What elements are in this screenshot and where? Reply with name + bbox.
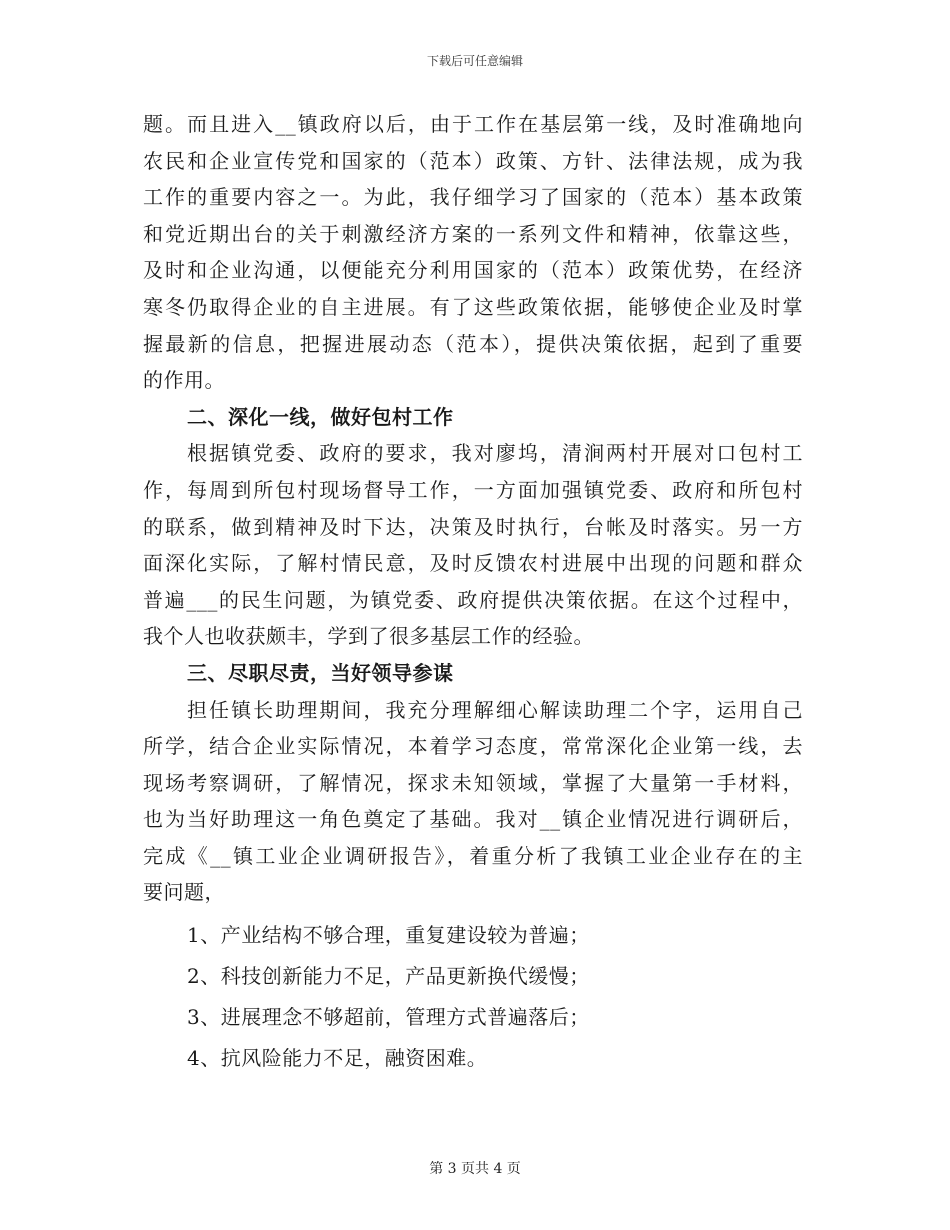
document-body: [143, 106, 803, 1079]
text-line: 担任镇长助理期间，我充分理解细心解读助理二个字，运用自己: [187, 697, 803, 722]
list-item: 4、抗风险能力不足，融资困难。: [187, 1046, 488, 1071]
list-item: 3、进展理念不够超前，管理方式普遍落后；: [187, 1005, 590, 1030]
text-line: 握最新的信息，把握进展动态（范本），提供决策依据，起到了重要: [143, 331, 803, 356]
text-line: 我个人也收获颇丰，学到了很多基层工作的经验。: [143, 624, 594, 649]
text-line: 寒冬仍取得企业的自主进展。有了这些政策依据，能够使企业及时掌: [143, 294, 803, 319]
page-footer: 第 3 页共 4 页: [429, 1161, 521, 1177]
text-line: 题。而且进入__镇政府以后，由于工作在基层第一线，及时准确地向: [143, 112, 803, 136]
list-item: 1、产业结构不够合理，重复建设较为普遍；: [187, 923, 590, 948]
paragraph-1: [143, 106, 803, 399]
text-line: 的作用。: [143, 368, 225, 393]
text-line: 面深化实际，了解村情民意，及时反馈农村进展中出现的问题和群众: [143, 551, 803, 576]
section-heading-2: 二、深化一线，做好包村工作: [187, 404, 454, 429]
text-line: 及时和企业沟通，以便能充分利用国家的（范本）政策优势，在经济: [143, 258, 803, 283]
text-line: 要问题，: [143, 880, 225, 905]
section-heading-3: 三、尽职尽责，当好领导参谋: [187, 660, 454, 685]
text-line: 所学，结合企业实际情况，本着学习态度，常常深化企业第一线，去: [143, 734, 803, 759]
page-header: 下载后可任意编辑: [426, 54, 523, 68]
text-line: 作，每周到所包村现场督导工作，一方面加强镇党委、政府和所包村: [143, 477, 803, 502]
text-line: 也为当好助理这一角色奠定了基础。我对__镇企业情况进行调研后，: [143, 807, 803, 832]
text-line: 现场考察调研，了解情况，探求未知领域，掌握了大量第一手材料，: [143, 770, 803, 795]
text-line: 工作的重要内容之一。为此，我仔细学习了国家的（范本）基本政策: [143, 185, 803, 210]
text-line: 和党近期出台的关于刺激经济方案的一系列文件和精神，依靠这些，: [143, 221, 803, 246]
list-item: 2、科技创新能力不足，产品更新换代缓慢；: [187, 964, 590, 989]
text-line: 完成《__镇工业企业调研报告》，着重分析了我镇工业企业存在的主: [143, 843, 803, 868]
text-line: 的联系，做到精神及时下达，决策及时执行，台帐及时落实。另一方: [143, 514, 803, 539]
text-line: 农民和企业宣传党和国家的（范本）政策、方针、法律法规，成为我: [143, 148, 803, 173]
paragraph-2: [143, 435, 803, 655]
text-line: 普遍___的民生问题，为镇党委、政府提供决策依据。在这个过程中，: [143, 587, 803, 612]
problem-list: [143, 915, 803, 1079]
text-line: 根据镇党委、政府的要求，我对廖坞，清涧两村开展对口包村工: [187, 441, 803, 466]
paragraph-3: [143, 692, 803, 912]
